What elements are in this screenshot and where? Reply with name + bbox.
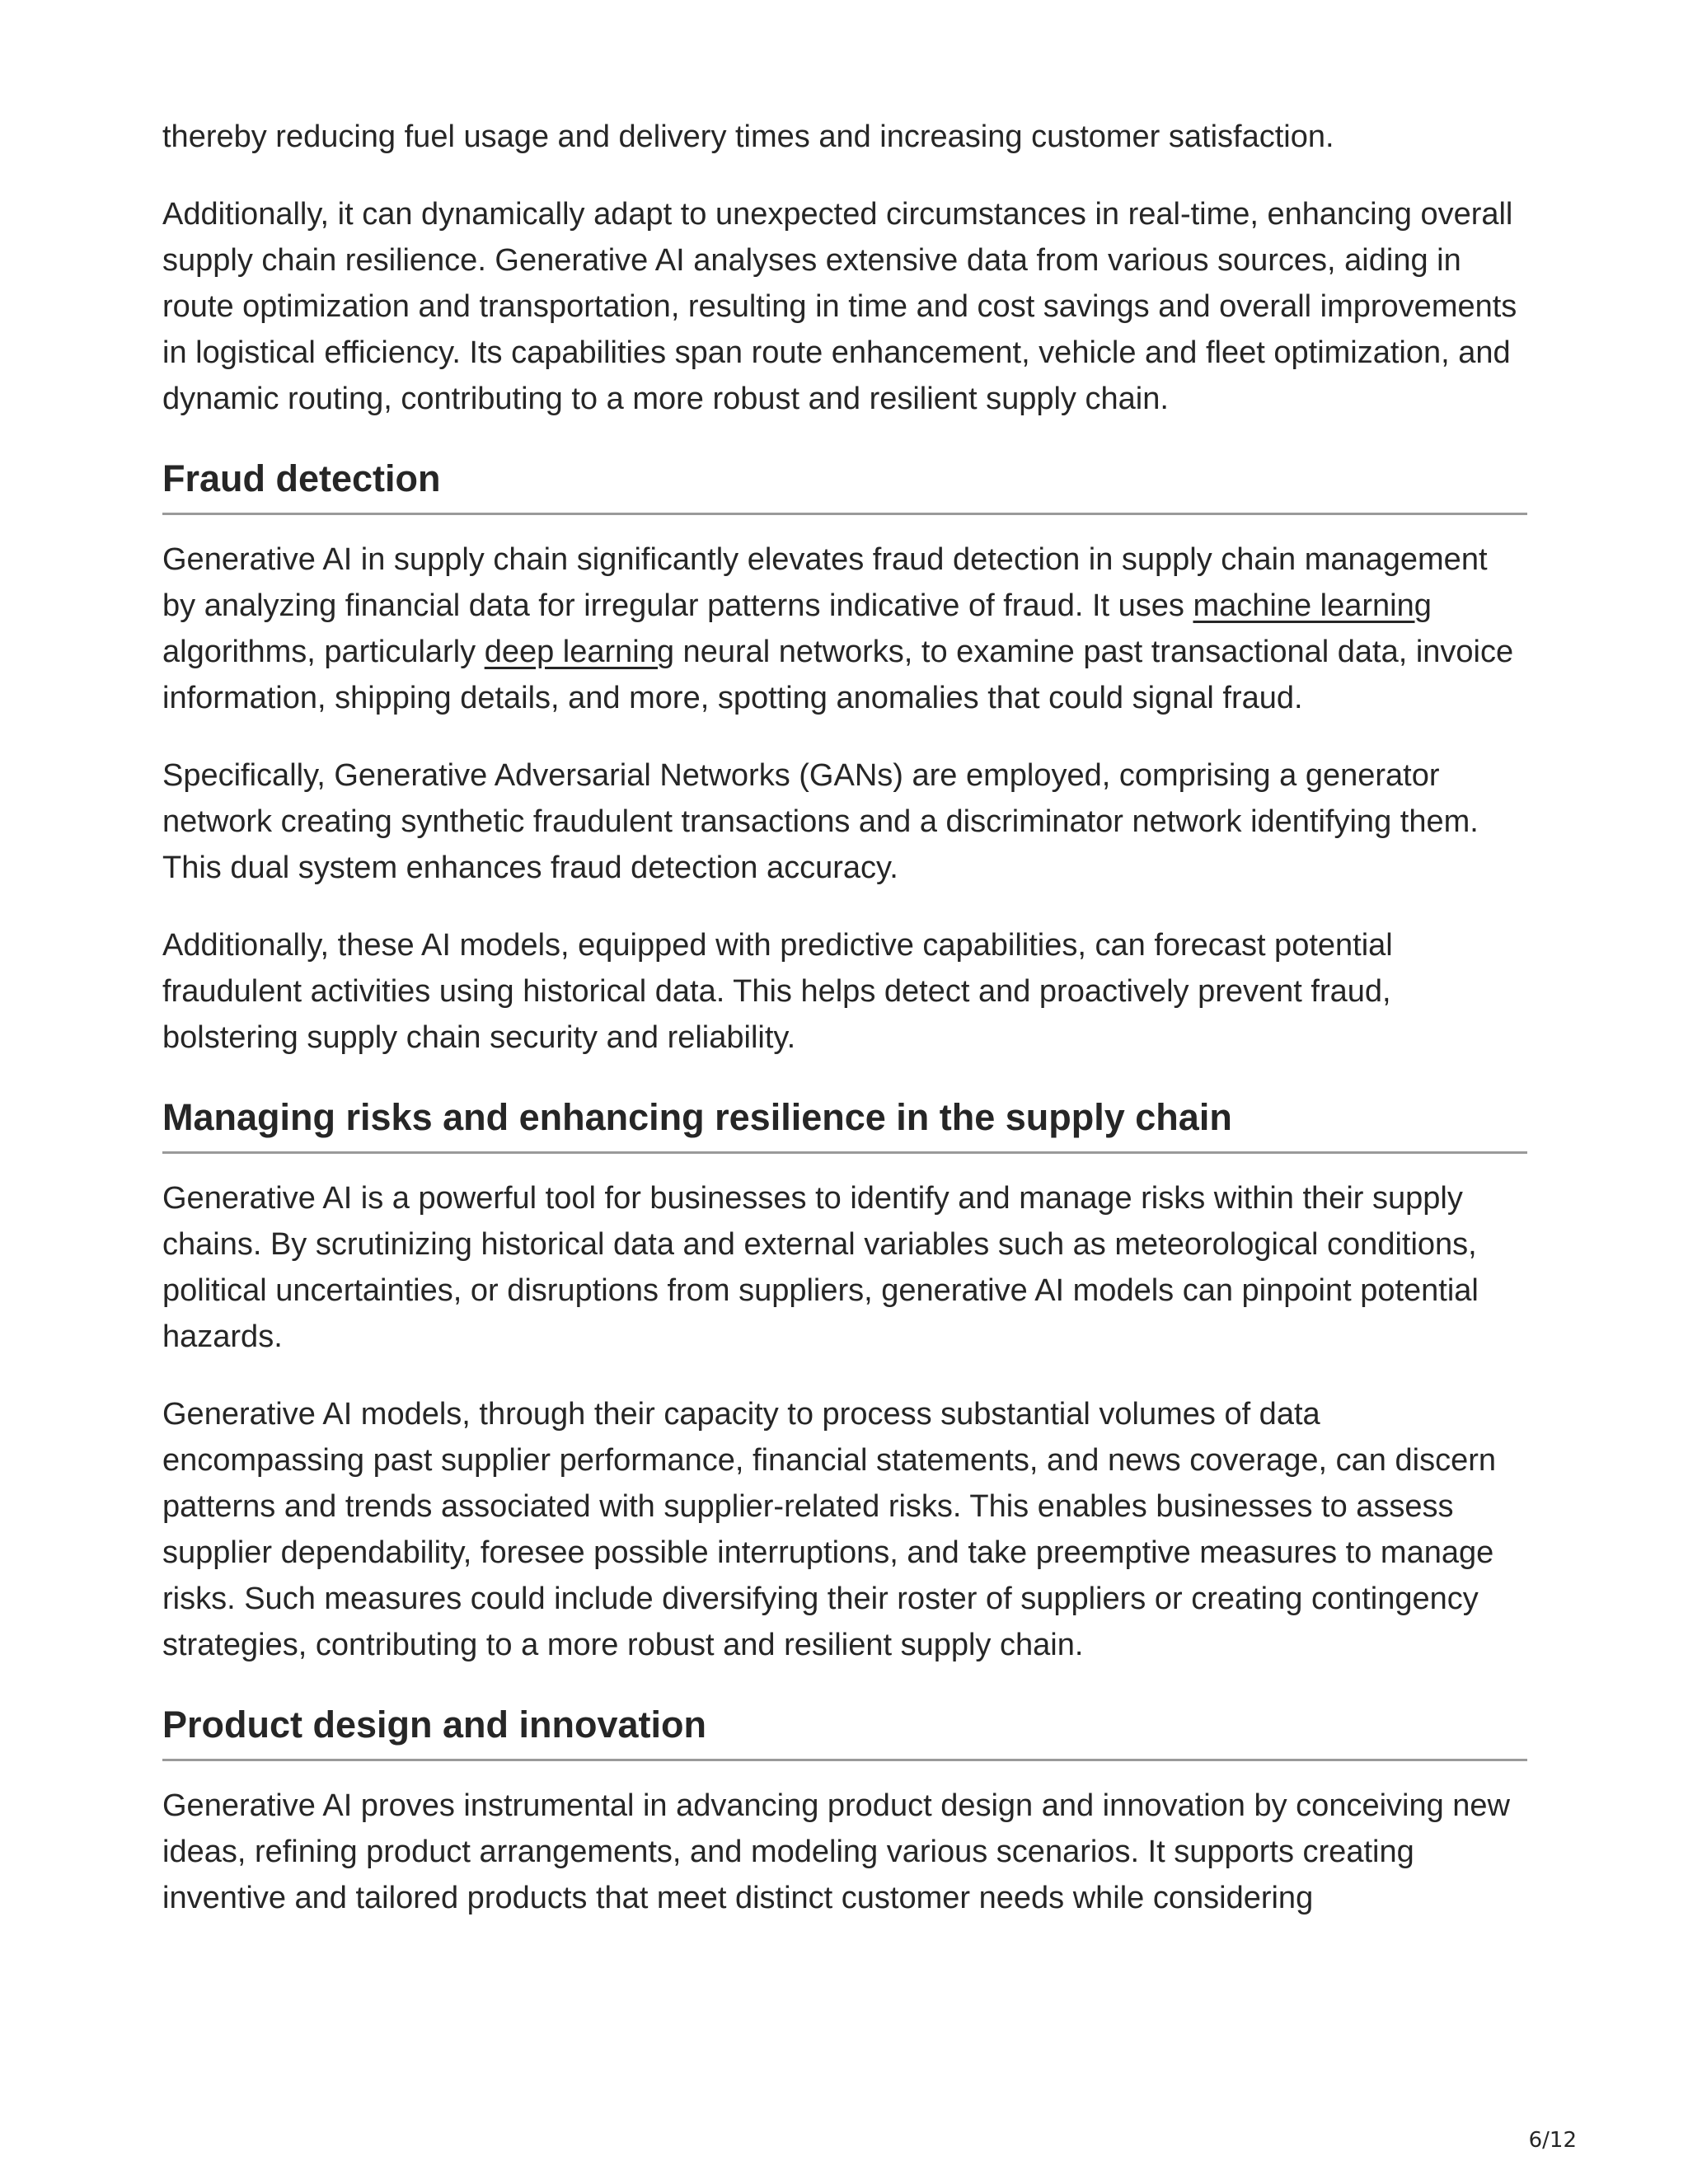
fraud-paragraph-3: Additionally, these AI models, equipped with predictive capabilities, can forecast potential fraudulent activities using historical data. This helps detect and proactively prevent fraud, bolstering supply chain security and reliability. [162, 928, 1393, 1055]
fraud-p1-text-2: algorithms, particularly [162, 635, 485, 669]
page-number: 6/12 [1528, 2128, 1577, 2153]
heading-managing-risks: Managing risks and enhancing resilience in the supply chain [162, 1095, 1527, 1154]
fraud-p1-text-3: neural networks, to examine past transactional data, invoice information, shipping details, and more, spotting anomalies that could signal fraud. [162, 635, 1514, 715]
heading-product-design: Product design and innovation [162, 1703, 1527, 1761]
machine-learning-link[interactable]: machine learning [1193, 588, 1432, 623]
risks-paragraph-1: Generative AI is a powerful tool for businesses to identify and manage risks within their supply chains. By scrutinizing historical data and external variables such as meteorological conditions, political uncertainties, or disruptions from suppliers, generative AI models can pinpoint potential hazards. [162, 1181, 1479, 1354]
fraud-paragraph-2: Specifically, Generative Adversarial Networks (GANs) are employed, comprising a generator network creating synthetic fraudulent transactions and a discriminator network identifying them. This dual system enhances fraud detection accuracy. [162, 758, 1479, 885]
deep-learning-link[interactable]: deep learning [484, 635, 674, 669]
intro-paragraph-1: thereby reducing fuel usage and delivery times and increasing customer satisfaction. [162, 120, 1334, 154]
document-page [162, 114, 1527, 1952]
risks-paragraph-2: Generative AI models, through their capacity to process substantial volumes of data encompassing past supplier performance, financial statements, and news coverage, can discern patterns and trends associated with supplier-related risks. This enables businesses to assess supplier dependability, foresee possible interruptions, and take preemptive measures to manage risks. Such measures could include diversifying their roster of suppliers or creating contingency strategies, contributing to a more robust and resilient supply chain. [162, 1397, 1496, 1662]
product-paragraph-1: Generative AI proves instrumental in advancing product design and innovation by conceiving new ideas, refining product arrangements, and modeling various scenarios. It supports creating inventive and tailored products that meet distinct customer needs while considering [162, 1788, 1511, 1915]
intro-paragraph-2: Additionally, it can dynamically adapt to unexpected circumstances in real-time, enhancing overall supply chain resilience. Generative AI analyses extensive data from various sources, aiding in route optimization and transportation, resulting in time and cost savings and overall improvements in logistical efficiency. Its capabilities span route enhancement, vehicle and fleet optimization, and dynamic routing, contributing to a more robust and resilient supply chain. [162, 197, 1517, 416]
fraud-p1-text-1: Generative AI in supply chain significantly elevates fraud detection in supply chain management by analyzing financial data for irregular patterns indicative of fraud. It uses [162, 542, 1488, 623]
heading-fraud-detection: Fraud detection [162, 457, 1527, 515]
fraud-paragraph-1 [162, 537, 1527, 721]
